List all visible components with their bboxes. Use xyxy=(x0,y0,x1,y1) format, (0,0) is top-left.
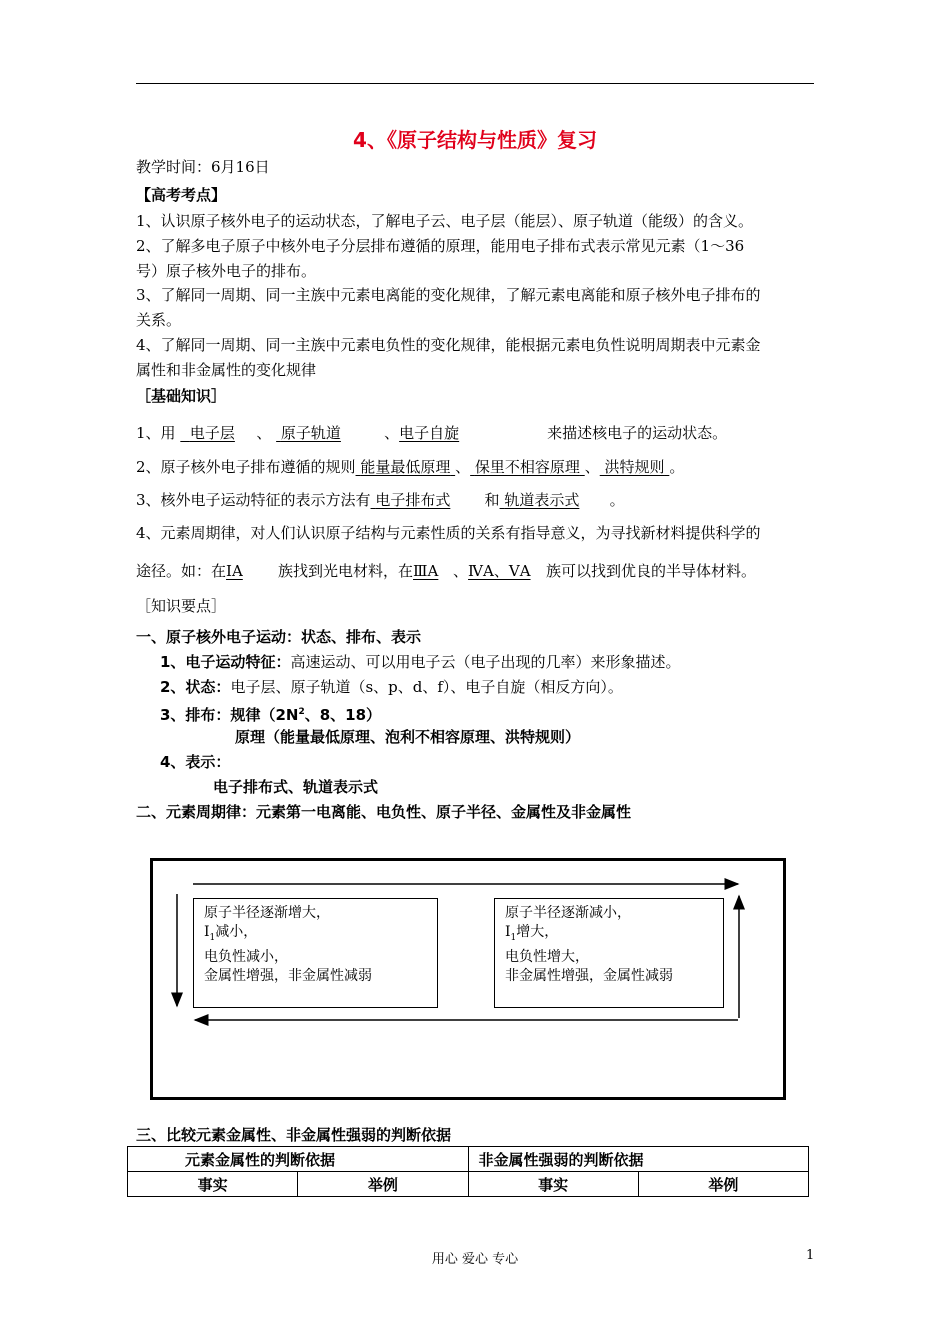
exam-heading: 【高考考点】 xyxy=(136,186,227,204)
q3-suffix: 。 xyxy=(609,491,625,509)
q2-answer-2: 保里不相容原理 xyxy=(474,458,580,476)
q1-answer-3: 电子自旋 xyxy=(399,424,460,442)
page-footer: 用心 爱心 专心 xyxy=(431,1252,519,1267)
q2-sep: 、 xyxy=(584,458,600,476)
exam-point: 号）原子核外电子的排布。 xyxy=(136,262,317,280)
comparison-table xyxy=(127,1146,809,1197)
page-title: 4、《原子结构与性质》复习 xyxy=(353,128,597,152)
section-1-item-4-text: 电子排布式、轨道表示式 xyxy=(213,778,379,796)
q4-prefix: 途径。如：在 xyxy=(136,562,227,580)
q4-sep: 、 xyxy=(453,562,469,580)
q3-answer-2: 轨道表示式 xyxy=(504,491,580,509)
section-1-item-1: 1、电子运动特征：高速运动、可以用电子云（电子出现的几率）来形象描述。 xyxy=(160,653,681,671)
exam-point: 属性和非金属性的变化规律 xyxy=(136,361,317,379)
key-heading: ［知识要点］ xyxy=(136,597,227,615)
q4-suffix: 族可以找到优良的半导体材料。 xyxy=(546,562,757,580)
q2-sep: 、 xyxy=(455,458,471,476)
section-1-item-3: 3、排布：规律（$2N^2$、8、18） xyxy=(160,706,382,724)
q2-prefix: 2、原子核外电子排布遵循的规则 xyxy=(136,458,356,476)
q1-suffix: 来描述核电子的运动状态。 xyxy=(547,424,728,442)
trend-box-left: 原子半径逐渐增大， $I_1$减小， 电负性减小， 金属性增强，非金属性减弱 xyxy=(193,898,438,1008)
table-row xyxy=(128,1147,809,1172)
q4-answer-2: ⅢA xyxy=(413,562,439,580)
basic-q4-line1: 4、元素周期律，对人们认识原子结构与元素性质的关系有指导意义，为寻找新材料提供科学的 xyxy=(136,524,761,542)
table-cell: 事实 xyxy=(468,1172,638,1197)
exam-point: 4、了解同一周期、同一主族中元素电负性的变化规律，能根据元素电负性说明周期表中元素金 xyxy=(136,336,761,354)
q1-answer-1: 电子层 xyxy=(189,424,235,442)
q4-answer-3: ⅣA、ⅤA xyxy=(468,562,531,580)
q3-prefix: 3、核外电子运动特征的表示方法有 xyxy=(136,491,371,509)
exam-point: 1、认识原子核外电子的运动状态，了解电子云、电子层（能层）、原子轨道（能级）的含义。 xyxy=(136,212,754,230)
section-3-title: 三、比较元素金属性、非金属性强弱的判断依据 xyxy=(136,1126,452,1144)
lesson-time: 教学时间：6月16日 xyxy=(136,158,270,176)
q4-answer-1: ⅠA xyxy=(226,562,243,580)
q2-answer-3: 洪特规则 xyxy=(604,458,665,476)
table-header-nonmetal: 非金属性强弱的判断依据 xyxy=(468,1147,809,1172)
section-1-title: 一、原子核外电子运动：状态、排布、表示 xyxy=(136,628,422,646)
exam-point: 关系。 xyxy=(136,311,182,329)
q3-answer-1: 电子排布式 xyxy=(375,491,451,509)
q1-sep: 、 xyxy=(384,424,400,442)
table-cell: 举例 xyxy=(638,1172,808,1197)
table-row xyxy=(128,1172,809,1197)
trend-box-right: 原子半径逐渐减小， $I_1$增大， 电负性增大， 非金属性增强，金属性减弱 xyxy=(494,898,724,1008)
table-cell: 事实 xyxy=(128,1172,298,1197)
q3-and: 和 xyxy=(484,491,500,509)
section-2-title: 二、元素周期律：元素第一电离能、电负性、原子半径、金属性及非金属性 xyxy=(136,803,632,821)
q1-sep: 、 xyxy=(256,424,272,442)
section-1-item-2: 2、状态：电子层、原子轨道（s、p、d、f）、电子自旋（相反方向）。 xyxy=(160,678,623,696)
section-1-item-3-principles: 原理（能量最低原理、泡利不相容原理、洪特规则） xyxy=(235,728,581,746)
q4-mid: 族找到光电材料，在 xyxy=(278,562,414,580)
q1-prefix: 1、用 xyxy=(136,424,176,442)
table-header-metal: 元素金属性的判断依据 xyxy=(128,1147,469,1172)
exam-point: 3、了解同一周期、同一主族中元素电离能的变化规律，了解元素电离能和原子核外电子排布的 xyxy=(136,286,761,304)
q2-suffix: 。 xyxy=(669,458,685,476)
table-cell: 举例 xyxy=(298,1172,468,1197)
q1-answer-2: 原子轨道 xyxy=(280,424,341,442)
page-number: 1 xyxy=(806,1248,815,1263)
exam-point: 2、了解多电子原子中核外电子分层排布遵循的原理，能用电子排布式表示常见元素（1～36 xyxy=(136,237,745,255)
q2-answer-1: 能量最低原理 xyxy=(360,458,451,476)
basic-heading: ［基础知识］ xyxy=(136,387,227,405)
section-1-item-4: 4、表示： xyxy=(160,753,231,771)
